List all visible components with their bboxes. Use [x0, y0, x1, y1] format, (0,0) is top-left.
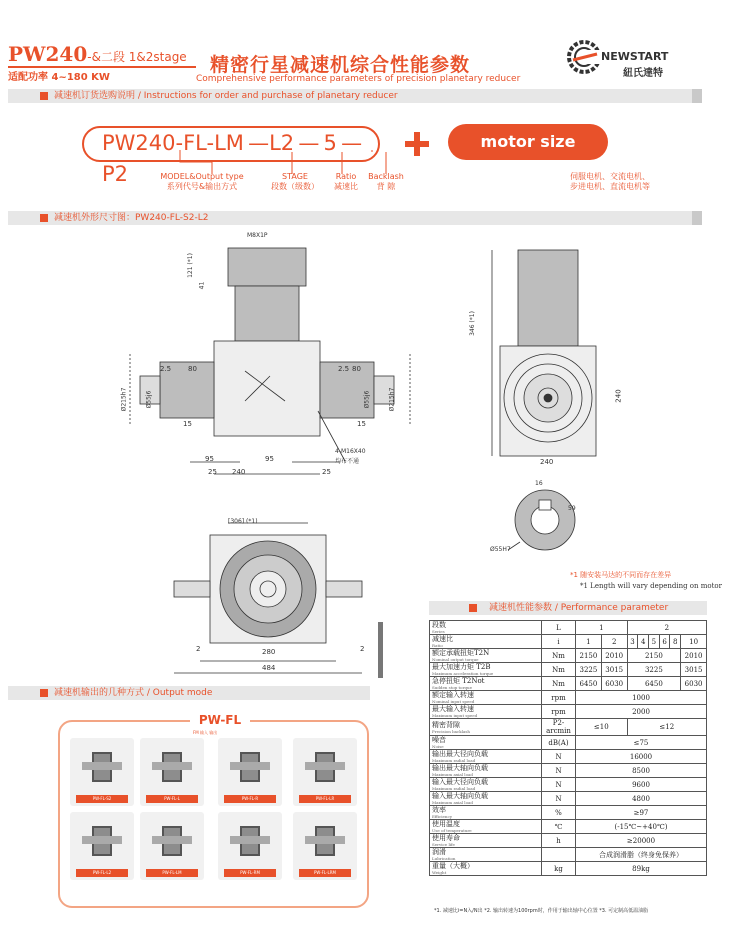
page-title: 精密行星减速机综合性能参数: [210, 54, 471, 76]
perf-value: 2150: [576, 649, 602, 663]
perf-row: [430, 848, 707, 862]
perf-unit: Nm: [542, 663, 576, 677]
annotation-ratio: Ratio 减速比: [334, 172, 358, 191]
output-mode-legend: FM 输入 输出: [193, 730, 218, 735]
output-mode-card: [70, 738, 134, 806]
perf-value: 1: [576, 621, 628, 635]
perf-unit: L: [542, 621, 576, 635]
perf-label: 段数 Series: [430, 621, 542, 635]
length-note-en: *1 Length will vary depending on motor: [580, 582, 722, 590]
perf-value: 2000: [576, 705, 707, 719]
perf-value: (-15℃~+40℃): [576, 820, 707, 834]
perf-value: 10: [681, 635, 707, 649]
page-subtitle: Comprehensive performance parameters of precision planetary reducer: [196, 74, 521, 84]
perf-row: [430, 663, 707, 677]
perf-value: 5: [649, 635, 660, 649]
perf-unit: i: [542, 635, 576, 649]
dim-top-h2: 41: [198, 281, 206, 290]
dim-25b: 25: [322, 468, 331, 476]
perf-label: 输出最大径向负载 Maximum radial load: [430, 750, 542, 764]
perf-row: [430, 764, 707, 778]
perf-unit: rpm: [542, 705, 576, 719]
perf-value: ≤10: [576, 719, 628, 736]
dim-95b: 95: [265, 455, 274, 463]
output-mode-card: [218, 812, 282, 880]
output-mode-card: [293, 738, 357, 806]
perf-unit: %: [542, 806, 576, 820]
output-mode-card: [218, 738, 282, 806]
gearbox-icon: [92, 826, 112, 856]
dim-key-height: 59: [568, 505, 576, 512]
perf-label: 润滑 Lubrication: [430, 848, 542, 862]
perf-value: 2: [627, 621, 706, 635]
perf-value: 3015: [601, 663, 627, 677]
perf-unit: dB(A): [542, 736, 576, 750]
dim-side-height-2: 240: [614, 389, 623, 403]
perf-value: 4: [638, 635, 649, 649]
dim-95a: 95: [205, 455, 214, 463]
dim-phi-right: Ø215h7: [388, 387, 396, 412]
perf-label: 精密背隙 Precision backlash: [430, 719, 542, 736]
dim-hole: 4-M16X40: [335, 448, 366, 455]
brand-name-cn: 紐氏達特: [623, 68, 663, 79]
perf-label: 噪音 Noise: [430, 736, 542, 750]
perf-unit: Nm: [542, 677, 576, 691]
gearbox-icon: [162, 826, 182, 856]
output-mode-card: [140, 812, 204, 880]
perf-unit: rpm: [542, 691, 576, 705]
perf-label: 额定承载扭矩T2N Nominal output torque: [430, 649, 542, 663]
perf-row: [430, 621, 707, 635]
output-mode-card: [70, 812, 134, 880]
perf-row: [430, 705, 707, 719]
dim-25a: 25: [208, 468, 217, 476]
output-mode-card: [293, 812, 357, 880]
dim-hole-note: 均布不通: [335, 458, 360, 465]
performance-table: [429, 620, 707, 876]
dim-2-5b: 2.5: [338, 365, 350, 373]
annotation-backlash: Backlash 背 隙: [368, 172, 404, 191]
perf-value: 1000: [576, 691, 707, 705]
order-code: PW240-FL-LM —L2 — 5 —P2: [82, 126, 380, 162]
output-mode-title: PW-FL: [190, 713, 250, 727]
output-mode-label: PW-FL-L2: [76, 869, 128, 877]
perf-unit: kg: [542, 862, 576, 876]
dim-key-phi: Ø55H7: [490, 546, 511, 553]
perf-row: [430, 750, 707, 764]
perf-section-bar: 减速机性能参数 / Performance parameter: [429, 601, 707, 615]
perf-value: 3225: [627, 663, 681, 677]
perf-row: [430, 778, 707, 792]
annotation-motor: 伺服电机、交流电机、 步进电机、直流电机等: [570, 172, 650, 191]
dim-bottom-2b: 2: [360, 645, 365, 653]
perf-row: [430, 834, 707, 848]
dim-2-5a: 2.5: [160, 365, 172, 373]
divider-bar: [378, 622, 383, 678]
perf-value: 合成润滑脂（终身免保养）: [576, 848, 707, 862]
perf-value: 2010: [681, 649, 707, 663]
perf-value: 4800: [576, 792, 707, 806]
perf-value: 6030: [681, 677, 707, 691]
gearbox-icon: [92, 752, 112, 782]
perf-value: 89kg: [576, 862, 707, 876]
perf-unit: [542, 848, 576, 862]
perf-row: [430, 862, 707, 876]
perf-unit: Nm: [542, 649, 576, 663]
perf-value: 3225: [576, 663, 602, 677]
dim-phi-shaft-right: Ø55j6: [363, 390, 371, 409]
dim-width-240: 240: [232, 468, 246, 476]
perf-unit: h: [542, 834, 576, 848]
perf-row: [430, 806, 707, 820]
dim-phi-left: Ø215h7: [120, 387, 128, 412]
perf-unit: N: [542, 778, 576, 792]
keyway-drawing: [500, 478, 590, 554]
perf-footnote: *1. 减速比i=N入/N出 *2. 输出转速为100rpm时，作用于输出轴中心位置 *3. 可定制高低温油脂: [434, 908, 649, 914]
perf-unit: N: [542, 750, 576, 764]
output-mode-label: PW-FL-LM: [146, 869, 198, 877]
perf-label: 输入最大轴向负载 Maximum axial load: [430, 792, 542, 806]
output-mode-card: [140, 738, 204, 806]
perf-value: 9600: [576, 778, 707, 792]
dim-bottom-top: [306] (*1): [228, 518, 258, 525]
annotation-model: MODEL&Output type 系列代号&输出方式: [160, 172, 244, 191]
perf-row: [430, 736, 707, 750]
dim-key-width: 16: [535, 480, 543, 487]
dim-80b: 80: [352, 365, 361, 373]
perf-label: 减速比 Ratio: [430, 635, 542, 649]
perf-row: [430, 677, 707, 691]
perf-row: [430, 691, 707, 705]
perf-row: [430, 792, 707, 806]
perf-value: ≥97: [576, 806, 707, 820]
perf-label: 输入最大径向负载 Maximum radial load: [430, 778, 542, 792]
gear-logo-icon: [567, 38, 601, 76]
gearbox-icon: [240, 752, 260, 782]
perf-label: 急停扭矩 T2Not Sudden stop torque: [430, 677, 542, 691]
dim-side-width: 240: [540, 458, 554, 466]
order-section-bar: 减速机订货选购说明 / Instructions for order and purchase of planetary reducer: [8, 89, 692, 103]
perf-value: 6: [659, 635, 670, 649]
perf-label: 额定输入转速 Nominal input speed: [430, 691, 542, 705]
perf-label: 重量（大概） Weight: [430, 862, 542, 876]
power-range: 适配功率 4~180 KW: [8, 72, 110, 83]
perf-value: ≤75: [576, 736, 707, 750]
perf-row: [430, 820, 707, 834]
output-mode-label: PW-FL-L: [146, 795, 198, 803]
perf-unit: P2-arcmin: [542, 719, 576, 736]
perf-row: [430, 719, 707, 736]
dim-80a: 80: [188, 365, 197, 373]
perf-unit: N: [542, 792, 576, 806]
perf-value: 3015: [681, 663, 707, 677]
output-mode-label: PW-FL-R: [224, 795, 276, 803]
gearbox-icon: [162, 752, 182, 782]
perf-value: 6030: [601, 677, 627, 691]
perf-value: 2: [601, 635, 627, 649]
perf-row: [430, 635, 707, 649]
output-mode-label: PW-FL-S2: [76, 795, 128, 803]
dim-side-height: 346 (*1): [468, 311, 476, 336]
perf-value: 16000: [576, 750, 707, 764]
perf-label: 使用寿命 Service life: [430, 834, 542, 848]
gearbox-icon: [315, 826, 335, 856]
perf-value: 8: [670, 635, 681, 649]
dim-bottom-2a: 2: [196, 645, 201, 653]
dim-top-h1: 121 (*1): [186, 253, 194, 278]
dim-top-label: M8X1P: [247, 232, 268, 239]
annotation-stage: STAGE 段数（级数）: [271, 172, 319, 191]
gearbox-icon: [315, 752, 335, 782]
perf-value: ≥20000: [576, 834, 707, 848]
perf-value: 6450: [627, 677, 681, 691]
model-title: PW240-&二段 1&2stage: [8, 42, 187, 66]
perf-value: 3: [627, 635, 638, 649]
dim-15b: 15: [357, 420, 366, 428]
front-view-drawing: [120, 226, 420, 486]
perf-label: 效率 Efficiency: [430, 806, 542, 820]
dim-bottom-total: 484: [262, 664, 276, 672]
dim-phi-shaft-left: Ø55j6: [145, 390, 153, 409]
perf-label: 最大加速力矩 T2B Maximum acceleration torque: [430, 663, 542, 677]
perf-row: [430, 649, 707, 663]
perf-value: 1: [576, 635, 602, 649]
perf-label: 使用温度 Use of temperature: [430, 820, 542, 834]
perf-value: 2150: [627, 649, 681, 663]
dim-bottom-280: 280: [262, 648, 276, 656]
output-mode-label: PW-FL-LRM: [299, 869, 351, 877]
perf-unit: N: [542, 764, 576, 778]
brand-logo: [567, 36, 697, 80]
output-section-bar: 减速机输出的几种方式 / Output mode: [8, 686, 370, 700]
perf-label: 输出最大轴向负载 Maximum axial load: [430, 764, 542, 778]
dim-15a: 15: [183, 420, 192, 428]
perf-value: 6450: [576, 677, 602, 691]
output-mode-label: PW-FL-LR: [299, 795, 351, 803]
perf-unit: ℃: [542, 820, 576, 834]
brand-name: NEWSTART: [601, 50, 669, 63]
side-view-drawing: [470, 240, 620, 470]
length-note-cn: *1 随安装马达的不同而存在差异: [570, 571, 672, 579]
perf-value: ≤12: [627, 719, 706, 736]
perf-value: 8500: [576, 764, 707, 778]
dimension-section-bar: 减速机外形尺寸图：PW240-FL-S2-L2: [8, 211, 692, 225]
perf-label: 最大输入转速 Maximum input speed: [430, 705, 542, 719]
output-mode-label: PW-FL-RM: [224, 869, 276, 877]
gearbox-icon: [240, 826, 260, 856]
motor-size-pill: motor size: [448, 124, 608, 160]
perf-value: 2010: [601, 649, 627, 663]
